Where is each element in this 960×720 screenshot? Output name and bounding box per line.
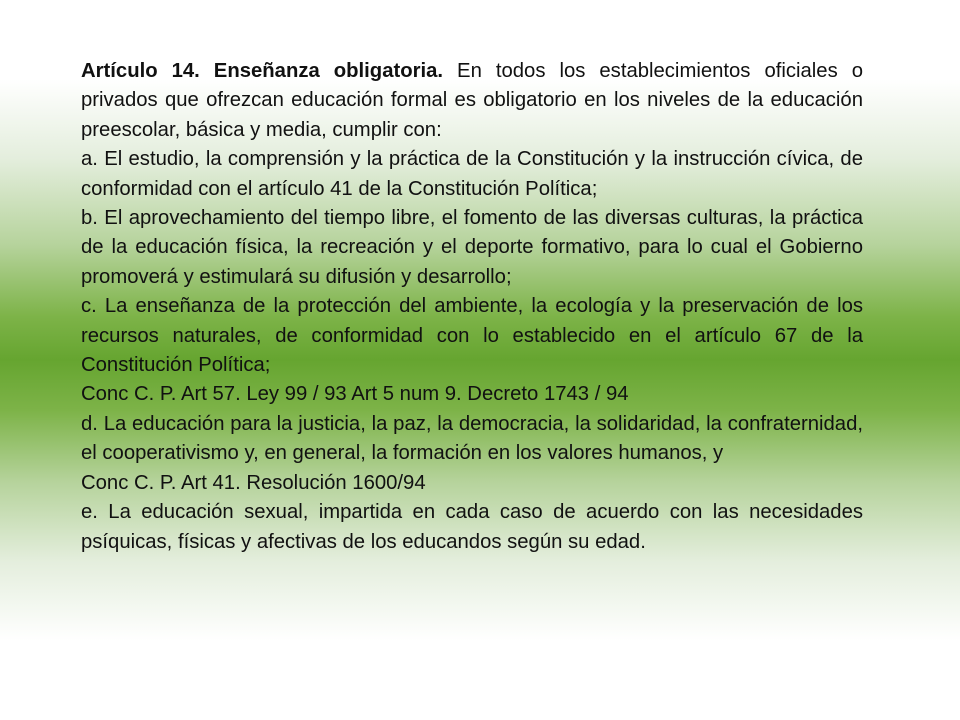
item-a: a. El estudio, la comprensión y la práctica de la Constitución y la instrucción cívica, de conformidad con el artículo 41 de la Constitución Política; [81,148,863,200]
article-intro [81,57,863,145]
article-heading: Artículo 14. Enseñanza obligatoria. [81,60,444,82]
article-text [81,57,863,557]
item-e: e. La educación sexual, impartida en cada caso de acuerdo con las necesidades psíquicas, físicas y afectivas de los educandos según su edad. [81,501,863,553]
article-intro-text: En todos los establecimientos oficiales o privados que ofrezcan educación formal es obligatorio en los niveles de la educación preescolar, básica y media, cumplir con: [81,60,863,141]
item-b: b. El aprovechamiento del tiempo libre, el fomento de las diversas culturas, la práctica de la educación física, la recreación y el deporte formativo, para lo cual el Gobierno promoverá y estimulará su difusión y desarrollo; [81,207,863,288]
concordance-d: Conc C. P. Art 41. Resolución 1600/94 [81,471,426,494]
item-c: c. La enseñanza de la protección del ambiente, la ecología y la preservación de los recursos naturales, de conformidad con lo establecido en el artículo 67 de la Constitución Política; [81,295,863,377]
item-d: d. La educación para la justicia, la paz, la democracia, la solidaridad, la confraternidad, el cooperativismo y, en general, la formación en los valores humanos, y [81,412,863,465]
concordance-c: Conc C. P. Art 57. Ley 99 / 93 Art 5 num 9. Decreto 1743 / 94 [81,383,629,406]
